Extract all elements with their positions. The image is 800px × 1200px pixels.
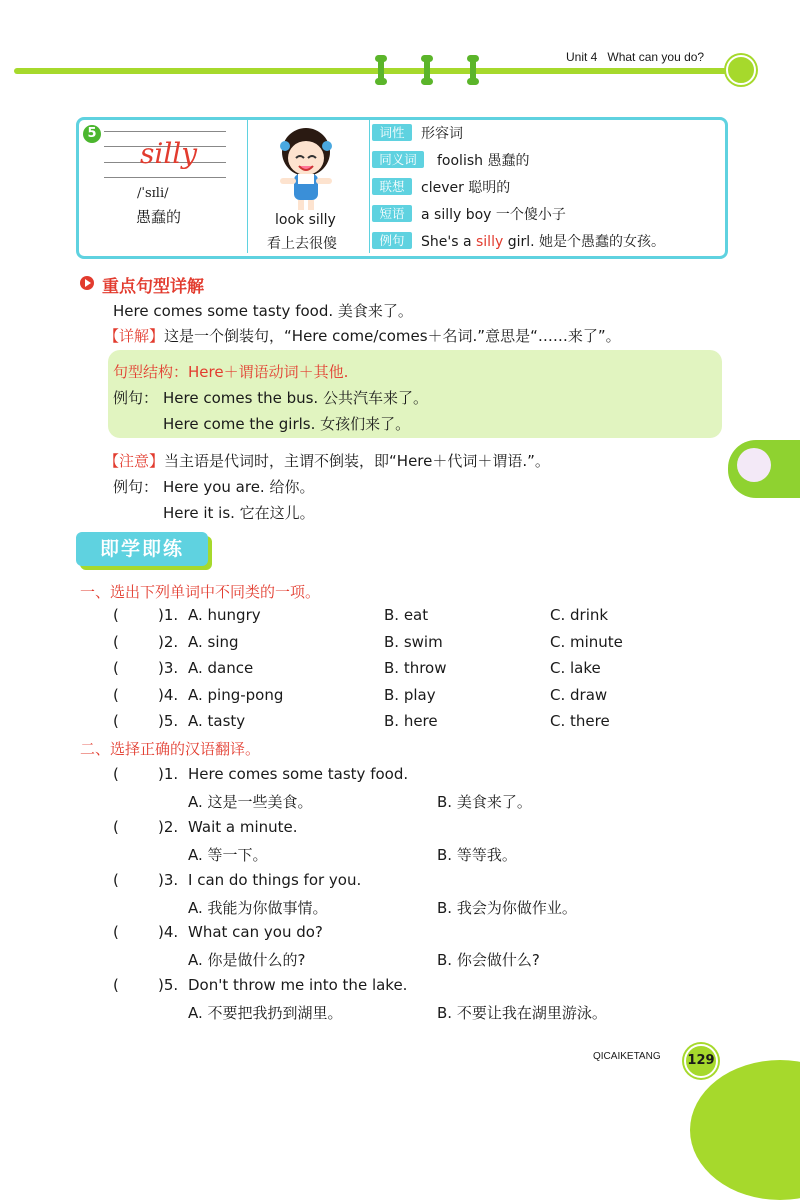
tag-synonym: 同义词 [372,151,424,168]
part1-heading: 一、选出下列单词中不同类的一项。 [80,583,321,601]
option-a: A. hungry [188,606,261,624]
unit-header [566,50,704,64]
mascot-icon [726,55,756,85]
note-text: 当主语是代词时，主谓不倒装，即“Here＋代词＋谓语.”。 [164,452,550,470]
question-number: )2. [158,818,179,836]
note-tag: 【注意】 [104,452,165,470]
section-heading: 重点句型详解 [102,277,204,297]
option-a: A. dance [188,659,254,677]
tag-part-of-speech: 词性 [372,124,412,141]
vocab-word: silly [140,137,198,170]
question-number: )5. [158,712,179,730]
example-pre: She's a [421,234,476,250]
word-meaning: 愚蠢的 [136,208,182,226]
example-2: Here come the girls. 女孩们来了。 [163,415,411,433]
binder-ring [470,55,476,85]
option-b: B. play [384,686,436,704]
explanation [104,325,621,346]
example-3: Here you are. 给你。 [163,478,315,496]
answer-paren[interactable]: ( [113,976,119,994]
key-sentence: Here comes some tasty food. 美食来了。 [113,302,413,320]
option-c: C. there [550,712,610,730]
play-arrow-icon [80,276,94,290]
page-number: 129 [684,1044,718,1078]
binder-ring [378,55,384,85]
option-c: C. lake [550,659,601,677]
association: clever 聪明的 [421,180,511,196]
option-c: C. draw [550,686,608,704]
tag-example: 例句 [372,232,412,249]
option-b: B. eat [384,606,429,624]
option-c: C. drink [550,606,609,624]
question-number: )3. [158,871,179,889]
question-number: )4. [158,686,179,704]
question-text: What can you do? [188,923,323,941]
option-a: A. ping-pong [188,686,284,704]
question-text: I can do things for you. [188,871,362,889]
option-b: B. here [384,712,438,730]
unit-label: Unit 4 [566,50,598,64]
word-number: 5 [83,125,101,143]
tag-phrase: 短语 [372,205,412,222]
structure: 句型结构：Here＋谓语动词＋其他. [113,363,349,381]
unit-title: What can you do? [607,50,705,64]
answer-paren[interactable]: ( [113,871,119,889]
example-post: girl. 她是个愚蠢的女孩。 [503,234,666,250]
picture-caption-cn: 看上去很傻 [267,236,337,252]
option-a: A. 我能为你做事情。 [188,899,328,917]
example-sentence [421,231,665,251]
answer-paren[interactable]: ( [113,923,119,941]
answer-paren[interactable]: ( [113,659,119,677]
question-number: )1. [158,765,179,783]
question-text: Don't throw me into the lake. [188,976,408,994]
example-label: 例句： [113,478,159,496]
option-a: A. tasty [188,712,246,730]
question-number: )5. [158,976,179,994]
question-number: )2. [158,633,179,651]
answer-paren[interactable]: ( [113,818,119,836]
example-highlight: silly [476,234,504,250]
part-of-speech: 形容词 [421,126,463,142]
question-text: Wait a minute. [188,818,298,836]
option-a: A. sing [188,633,239,651]
part2-heading: 二、选择正确的汉语翻译。 [80,740,261,758]
synonym: foolish 愚蠢的 [437,153,530,169]
explain-tag: 【详解】 [104,327,165,345]
phrase: a silly boy 一个傻小子 [421,207,566,223]
question-text: Here comes some tasty food. [188,765,409,783]
answer-paren[interactable]: ( [113,606,119,624]
binder-ring [424,55,430,85]
example-1: Here comes the bus. 公共汽车来了。 [163,389,428,407]
writing-line [104,131,226,132]
question-number: )1. [158,606,179,624]
option-b: B. 我会为你做作业。 [437,899,577,917]
option-b: B. throw [384,659,447,677]
explain-text: 这是一个倒装句，“Here come/comes＋名词.”意思是“……来了”。 [164,327,621,345]
question-number: )4. [158,923,179,941]
picture-caption-en: look silly [275,212,336,228]
phonetic: /ˈsɪli/ [137,186,169,201]
writing-line [104,177,226,178]
tag-association: 联想 [372,178,412,195]
example-label: 例句： [113,389,159,407]
answer-paren[interactable]: ( [113,712,119,730]
brand: QICAIKETANG [593,1051,661,1062]
option-a: A. 不要把我扔到湖里。 [188,1004,343,1022]
bunny-icon [737,448,771,482]
practice-title: 即学即练 [76,532,208,566]
option-b: B. 不要让我在湖里游泳。 [437,1004,607,1022]
answer-paren[interactable]: ( [113,686,119,704]
option-b: B. 美食来了。 [437,793,532,811]
corner-decoration [690,1060,800,1200]
option-a: A. 你是做什么的? [188,951,306,969]
example-4: Here it is. 它在这儿。 [163,504,315,522]
answer-paren[interactable]: ( [113,633,119,651]
option-a: A. 等一下。 [188,846,268,864]
option-a: A. 这是一些美食。 [188,793,313,811]
question-number: )3. [158,659,179,677]
card-divider [369,120,370,253]
girl-illustration [270,122,342,210]
answer-paren[interactable]: ( [113,765,119,783]
note [104,450,550,471]
option-b: B. swim [384,633,443,651]
option-c: C. minute [550,633,623,651]
card-divider [247,120,248,253]
option-b: B. 你会做什么? [437,951,540,969]
option-b: B. 等等我。 [437,846,517,864]
